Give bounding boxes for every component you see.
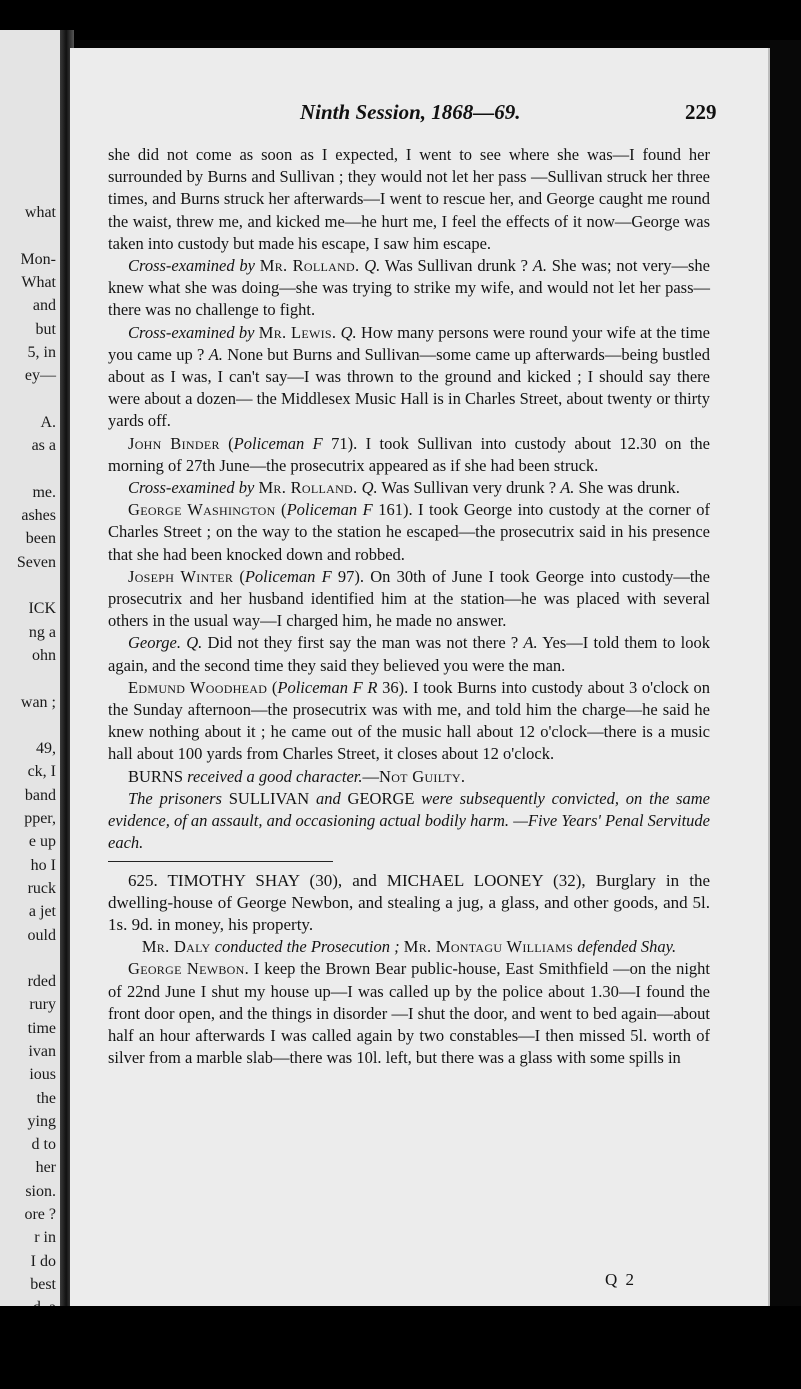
margin-fragment: the	[36, 1089, 56, 1107]
text-run: She was; not very—she knew what she was doing—she was trying to strike my wife, and would not let her pass—there was no challenge to fight.	[108, 256, 711, 320]
text-run: Cross-examined by	[128, 322, 259, 342]
margin-fragment: I do	[30, 1252, 56, 1270]
scan-top-border	[0, 0, 801, 40]
margin-fragment: rury	[29, 996, 56, 1014]
margin-fragment: 5, in	[27, 344, 56, 362]
text-run: A.	[560, 478, 575, 498]
paragraph	[108, 144, 710, 255]
paragraph	[108, 255, 710, 322]
margin-fragment: ore ?	[24, 1206, 56, 1224]
margin-fragment	[0, 947, 60, 970]
margin-fragment: a jet	[28, 903, 56, 921]
margin-fragment: ck, I	[27, 763, 56, 781]
text-run: 36). I took Burns into custody about 3 o'clock on the Sunday afternoon—the prosecutrix was with me, and told him the charge—he said he knew nothing about it ; he came out of the music hall about 12 o'clock—there is a music hall about 100 yards from Charles Street, it closes about 12 o'clock.	[108, 677, 711, 764]
text-run: (	[233, 566, 245, 586]
text-run: defended Shay.	[573, 937, 677, 957]
text-run: (	[267, 677, 278, 697]
text-run: A.	[532, 256, 547, 276]
paragraph	[108, 632, 710, 676]
text-run: George.	[128, 633, 181, 653]
margin-fragment: ould	[27, 926, 56, 944]
paragraph	[108, 322, 710, 433]
margin-fragment: ious	[29, 1066, 56, 1084]
text-run: Mr. Lewis.	[258, 322, 337, 342]
case-heading	[108, 870, 710, 937]
margin-fragment: ivan	[28, 1042, 56, 1060]
paragraph	[108, 477, 710, 499]
margin-fragment	[0, 458, 60, 481]
text-run: Policeman F R	[277, 677, 378, 697]
text-run: 161). I took George into custody at the corner of Charles Street ; on the way to the station he escaped—the prosecutrix said in his presence that she had been knocked down and robbed.	[108, 500, 711, 564]
text-run: Yes—I told them to look again, and the second time they said they believed you were the man.	[108, 633, 710, 675]
text-run: (	[275, 500, 287, 520]
margin-fragment: band	[24, 786, 56, 804]
margin-fragment: What	[21, 274, 56, 292]
text-run: Was Sullivan very drunk ?	[377, 478, 561, 498]
text-run: Was Sullivan drunk ?	[380, 256, 533, 276]
margin-fragment: ruck	[27, 879, 56, 897]
margin-fragment: sion.	[25, 1182, 56, 1200]
margin-fragment	[0, 667, 60, 690]
margin-fragment: but	[35, 320, 56, 338]
text-run: SULLIVAN	[228, 788, 316, 808]
text-run: Mr. Daly	[141, 937, 211, 957]
signature-mark: Q 2	[605, 1270, 637, 1289]
text-run: Did not they first say the man was not there ?	[202, 633, 524, 653]
margin-fragment: what	[24, 204, 56, 222]
text-run: conducted the Prosecution ;	[210, 937, 404, 957]
text-run: I keep the Brown Bear public-house, East Smithfield —on the night of 22nd June I shut my house up—I was called up by the police about 1.30—I found the front door open, and the things in disorder —I shut the door, and went to bed again—about half an hour afterwards I was called again by two constables—I then missed 5l. worth of silver from a marble slab—there was 10l. left, but there was a glass with some spills in	[108, 959, 710, 1068]
margin-fragment: ashes	[21, 507, 56, 525]
text-run: 625. TIMOTHY SHAY (30), and MICHAEL LOONEY (32), Burglary in the dwelling-house of George Newbon, and stealing a jug, a glass, and other goods, and 5l. 1s. 9d. in money, his property.	[108, 870, 710, 934]
margin-fragment: pper,	[24, 810, 56, 828]
paragraph	[108, 499, 710, 566]
text-run: Q.	[361, 478, 378, 498]
margin-fragment: d to	[31, 1136, 56, 1154]
text-run: Q.	[340, 322, 357, 342]
paragraph	[108, 788, 710, 855]
margin-fragment: ying	[27, 1112, 56, 1130]
text-run: Policeman F	[233, 433, 323, 453]
margin-fragment: A.	[40, 413, 56, 431]
margin-fragment: ho I	[30, 856, 56, 874]
paragraph	[108, 566, 710, 633]
margin-fragment: 49,	[36, 740, 56, 758]
text-run: She was drunk.	[574, 478, 680, 498]
paragraph	[108, 958, 710, 1069]
margin-fragment	[0, 574, 60, 597]
margin-fragment: and	[32, 297, 56, 315]
margin-fragment: Mon-	[20, 250, 56, 268]
text-run: —	[362, 766, 379, 786]
margin-fragment: wan ;	[20, 693, 56, 711]
margin-fragment: best	[30, 1275, 56, 1293]
margin-fragment	[0, 714, 60, 737]
text-run: A.	[523, 633, 538, 653]
margin-fragment: her	[35, 1159, 56, 1177]
text-run: received a good character.	[187, 766, 363, 786]
text-run: Not Guilty.	[379, 766, 466, 786]
text-run: Mr. Rolland.	[259, 256, 360, 276]
margin-fragment: Seven	[16, 553, 56, 571]
text-run: Edmund Woodhead	[128, 677, 268, 697]
margin-fragment: ey—	[24, 367, 56, 385]
margin-fragment: r in	[34, 1229, 56, 1247]
text-run: Mr. Montagu Williams	[403, 937, 574, 957]
text-run: BURNS	[128, 766, 188, 786]
text-run: she did not come as soon as I expected, I went to see where she was—I found her surrounded by Burns and Sullivan ; they would not let her pass —Sullivan struck her three times, and Burns struck her afterwards—I went to rescue her, and George caught me round the waist, threw me, and kicked me—he hurt me, I feel the effects of it now—George was taken into custody but made his escape, I saw him escape.	[108, 145, 710, 253]
text-run: Q.	[364, 256, 381, 276]
text-run: Policeman F	[244, 566, 332, 586]
margin-fragment: e up	[28, 833, 56, 851]
paragraph	[108, 433, 710, 477]
text-run: Policeman F	[286, 500, 373, 520]
text-run: George Newbon.	[128, 959, 250, 979]
scan-right-border	[770, 40, 801, 1320]
text-run: None but Burns and Sullivan—some came up afterwards—being bustled about as I was, I can't say—I was thrown to the ground and kicked ; I should say there were about a dozen— the Middlesex Music Hall is in Charles Street, about twenty or thirty yards off.	[108, 344, 710, 431]
margin-fragment: ng a	[28, 623, 56, 641]
text-run: 71). I took Sullivan into custody about 12.30 on the morning of 27th June—the prosecutrix appeared as if she had been struck.	[108, 433, 710, 475]
text-run: A.	[208, 344, 223, 364]
section-divider	[108, 861, 333, 862]
margin-fragment: time	[27, 1019, 56, 1037]
margin-fragment	[0, 178, 60, 201]
text-run: Cross-examined by	[128, 256, 260, 276]
margin-fragment: rded	[27, 973, 56, 991]
text-run: 97). On 30th of June I took George into custody—the prosecutrix and her husband identified him at the station—he was placed with several others in the usual way—I charged him, he made no answer.	[108, 566, 711, 631]
text-run: (	[219, 433, 234, 453]
text-run: Cross-examined by	[128, 478, 259, 498]
page-body-text	[108, 144, 710, 1069]
text-run: John Binder	[128, 433, 220, 453]
paragraph	[108, 677, 710, 766]
running-head: Ninth Session, 1868—69.	[300, 100, 521, 124]
text-run: George Washington	[128, 500, 276, 520]
facing-page-edge	[0, 30, 60, 1320]
margin-fragment: ohn	[32, 646, 56, 664]
margin-fragment	[0, 388, 60, 411]
text-run: Mr. Rolland.	[258, 478, 358, 498]
scan-bottom-border	[0, 1306, 801, 1389]
facing-page-text-fragments	[0, 178, 60, 1389]
margin-fragment	[0, 225, 60, 248]
margin-fragment: ICK	[28, 600, 56, 618]
text-run: How many persons were round your wife at the time you came up ?	[108, 322, 711, 364]
text-run: were subsequently convicted, on the same evidence, of an assault, and occasioning actual bodily harm. —Five Years' Penal Servitude each.	[108, 788, 711, 853]
text-run: Q.	[186, 633, 203, 653]
paragraph	[108, 766, 710, 788]
margin-fragment: me.	[32, 483, 56, 501]
paragraph	[108, 936, 710, 958]
text-run: The prisoners	[128, 788, 229, 808]
margin-fragment: been	[25, 530, 56, 548]
text-run: GEORGE	[347, 788, 422, 808]
text-run: and	[315, 788, 348, 808]
margin-fragment: as a	[31, 437, 56, 455]
page-number: 229	[685, 100, 717, 124]
text-run: Joseph Winter	[128, 566, 234, 586]
